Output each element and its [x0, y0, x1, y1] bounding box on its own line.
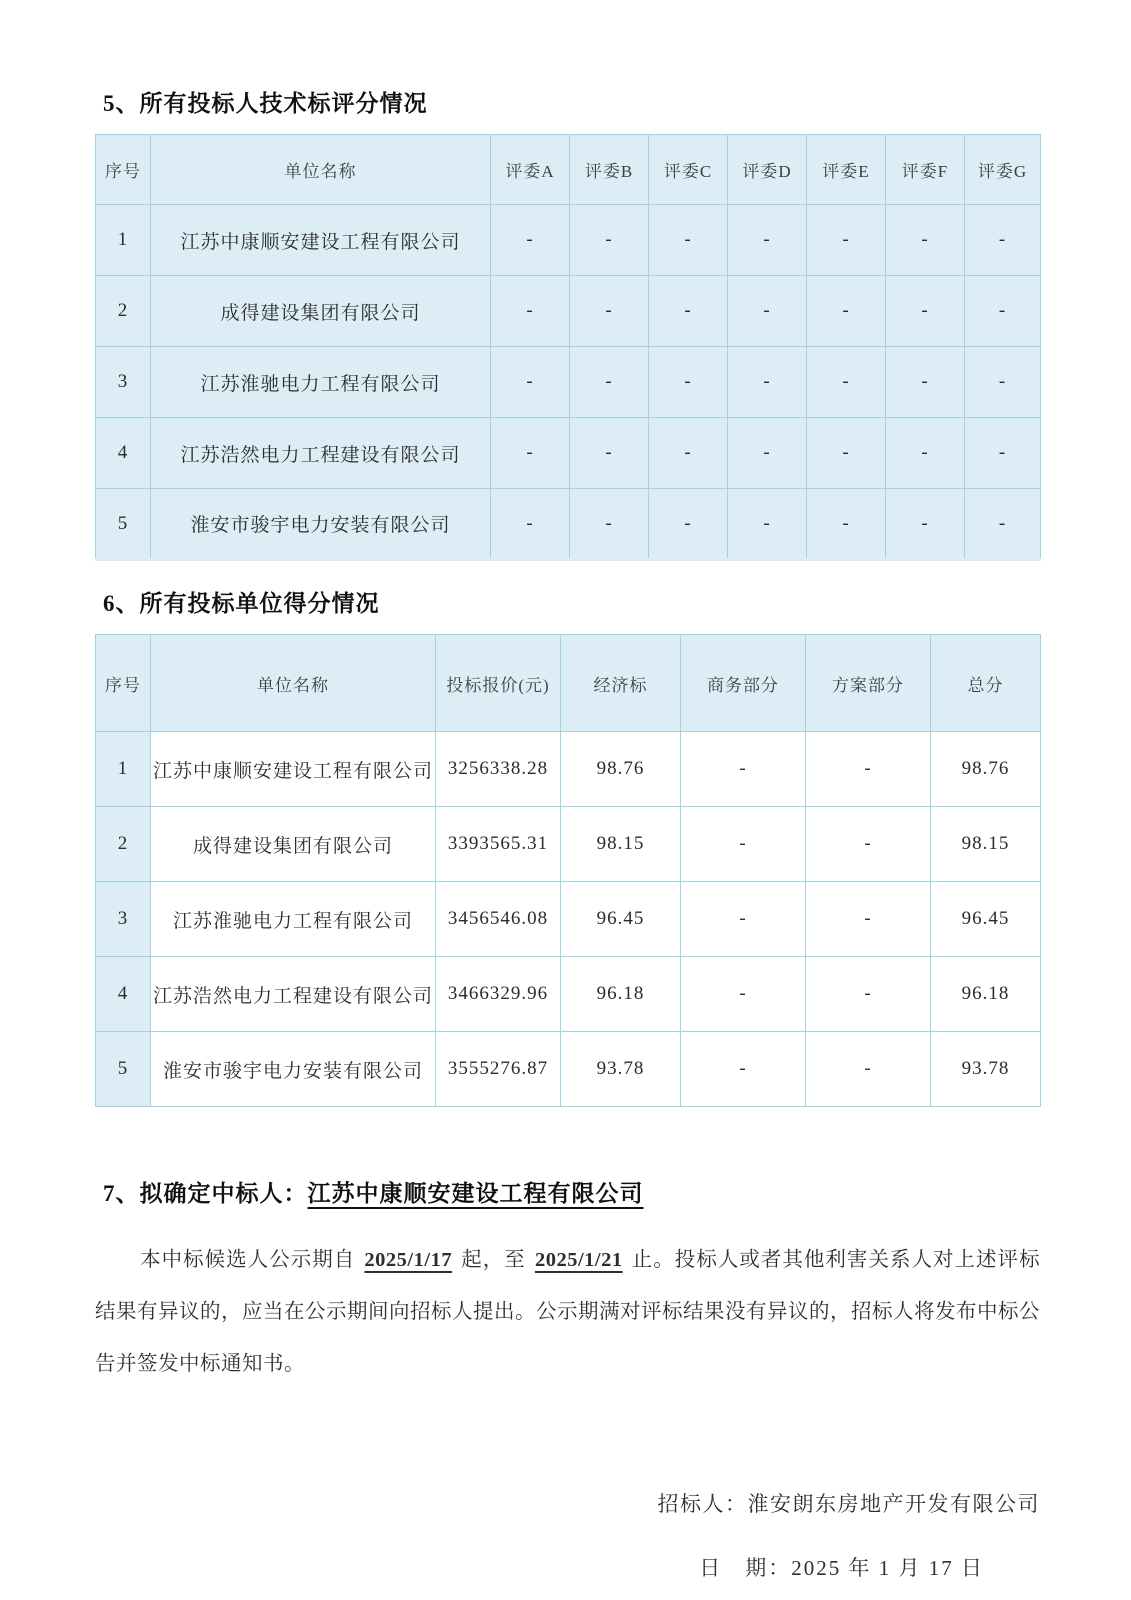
company-name: 江苏浩然电力工程建设有限公司 [151, 957, 436, 1032]
notice-text: 本中标候选人公示期自 [140, 1249, 356, 1271]
judge-score: - [965, 489, 1041, 560]
judge-score: - [965, 418, 1041, 489]
judge-score: - [807, 276, 886, 347]
table-row [96, 732, 1041, 807]
judge-score: - [570, 276, 649, 347]
total-score: 96.18 [931, 957, 1041, 1032]
col-header-business: 商务部分 [681, 635, 806, 732]
bid-price: 3466329.96 [436, 957, 561, 1032]
plan-score: - [806, 807, 931, 882]
winner-name: 江苏中康顺安建设工程有限公司 [307, 1181, 644, 1206]
row-no: 3 [96, 882, 151, 957]
col-header-company: 单位名称 [151, 135, 491, 205]
bid-price: 3555276.87 [436, 1032, 561, 1107]
table-row [96, 807, 1041, 882]
judge-score: - [965, 347, 1041, 418]
signature-block [95, 1488, 1040, 1582]
judge-score: - [570, 418, 649, 489]
business-score: - [681, 807, 806, 882]
company-name: 淮安市骏宇电力安装有限公司 [151, 1032, 436, 1107]
row-no: 5 [96, 1032, 151, 1107]
col-header-no: 序号 [96, 635, 151, 732]
table-row [96, 276, 1041, 347]
plan-score: - [806, 882, 931, 957]
judge-score: - [649, 418, 728, 489]
company-name: 江苏淮驰电力工程有限公司 [151, 882, 436, 957]
winner-line [103, 1175, 1040, 1208]
judge-score: - [886, 489, 965, 560]
col-header-judge-b: 评委B [570, 135, 649, 205]
publicity-start-date: 2025/1/17 [364, 1249, 453, 1271]
economic-score: 98.76 [561, 732, 681, 807]
row-no: 1 [96, 732, 151, 807]
table-row [96, 489, 1041, 560]
col-header-price: 投标报价(元) [436, 635, 561, 732]
plan-score: - [806, 732, 931, 807]
col-header-no: 序号 [96, 135, 151, 205]
company-name: 江苏浩然电力工程建设有限公司 [151, 418, 491, 489]
judge-score: - [886, 418, 965, 489]
judge-score: - [649, 205, 728, 276]
judge-score: - [886, 347, 965, 418]
judge-score: - [728, 205, 807, 276]
judge-score: - [807, 205, 886, 276]
col-header-company: 单位名称 [151, 635, 436, 732]
judge-score: - [570, 347, 649, 418]
total-score-table [95, 634, 1041, 1107]
judge-score: - [728, 276, 807, 347]
judge-score: - [491, 489, 570, 560]
row-no: 3 [96, 347, 151, 418]
judge-score: - [491, 347, 570, 418]
business-score: - [681, 882, 806, 957]
judge-score: - [807, 347, 886, 418]
table-row [96, 957, 1041, 1032]
section5-title: 5、所有投标人技术标评分情况 [103, 91, 428, 116]
bid-price: 3256338.28 [436, 732, 561, 807]
date-line: 日 期：2025 年 1 月 17 日 [699, 1556, 984, 1580]
notice-text: 止。投标人或者其他利害关系人对上述评标结果有异议的，应当在公示期间向招标人提出。公示期满对评标结果没有异议的，招标人将发布中标公告并签发中标通知书。 [95, 1249, 1041, 1375]
notice-text: 起，至 [461, 1249, 526, 1271]
judge-score: - [728, 489, 807, 560]
row-no: 4 [96, 418, 151, 489]
judge-score: - [491, 418, 570, 489]
judge-score: - [570, 489, 649, 560]
spacer [95, 561, 1040, 585]
technical-score-table [95, 134, 1041, 561]
table-row [96, 205, 1041, 276]
total-score: 93.78 [931, 1032, 1041, 1107]
row-no: 1 [96, 205, 151, 276]
row-no: 2 [96, 276, 151, 347]
judge-score: - [965, 205, 1041, 276]
business-score: - [681, 732, 806, 807]
col-header-judge-d: 评委D [728, 135, 807, 205]
section6-title: 6、所有投标单位得分情况 [103, 591, 380, 616]
col-header-judge-c: 评委C [649, 135, 728, 205]
plan-score: - [806, 957, 931, 1032]
row-no: 4 [96, 957, 151, 1032]
plan-score: - [806, 1032, 931, 1107]
table-row [96, 347, 1041, 418]
economic-score: 96.18 [561, 957, 681, 1032]
table-row [96, 882, 1041, 957]
bid-price: 3456546.08 [436, 882, 561, 957]
company-name: 成得建设集团有限公司 [151, 807, 436, 882]
business-score: - [681, 1032, 806, 1107]
bid-price: 3393565.31 [436, 807, 561, 882]
row-no: 2 [96, 807, 151, 882]
judge-score: - [491, 205, 570, 276]
col-header-plan: 方案部分 [806, 635, 931, 732]
judge-score: - [807, 489, 886, 560]
judge-score: - [649, 276, 728, 347]
table-row [96, 418, 1041, 489]
company-name: 江苏中康顺安建设工程有限公司 [151, 732, 436, 807]
total-score: 98.15 [931, 807, 1041, 882]
table-header-row [96, 135, 1041, 205]
winner-label: 7、拟确定中标人： [103, 1181, 308, 1206]
judge-score: - [807, 418, 886, 489]
row-no: 5 [96, 489, 151, 560]
table-row [96, 1032, 1041, 1107]
publicity-notice [95, 1234, 1040, 1390]
judge-score: - [491, 276, 570, 347]
economic-score: 98.15 [561, 807, 681, 882]
judge-score: - [728, 418, 807, 489]
total-score: 98.76 [931, 732, 1041, 807]
company-name: 成得建设集团有限公司 [151, 276, 491, 347]
judge-score: - [649, 489, 728, 560]
business-score: - [681, 957, 806, 1032]
company-name: 江苏中康顺安建设工程有限公司 [151, 205, 491, 276]
judge-score: - [728, 347, 807, 418]
col-header-judge-g: 评委G [965, 135, 1041, 205]
economic-score: 93.78 [561, 1032, 681, 1107]
col-header-judge-f: 评委F [886, 135, 965, 205]
company-name: 江苏淮驰电力工程有限公司 [151, 347, 491, 418]
tenderer-line: 招标人：淮安朗东房地产开发有限公司 [657, 1492, 1040, 1516]
judge-score: - [886, 276, 965, 347]
publicity-end-date: 2025/1/21 [534, 1249, 623, 1271]
total-score: 96.45 [931, 882, 1041, 957]
company-name: 淮安市骏宇电力安装有限公司 [151, 489, 491, 560]
judge-score: - [570, 205, 649, 276]
col-header-total: 总分 [931, 635, 1041, 732]
col-header-judge-e: 评委E [807, 135, 886, 205]
table-header-row [96, 635, 1041, 732]
judge-score: - [886, 205, 965, 276]
col-header-judge-a: 评委A [491, 135, 570, 205]
judge-score: - [965, 276, 1041, 347]
col-header-economic: 经济标 [561, 635, 681, 732]
judge-score: - [649, 347, 728, 418]
economic-score: 96.45 [561, 882, 681, 957]
